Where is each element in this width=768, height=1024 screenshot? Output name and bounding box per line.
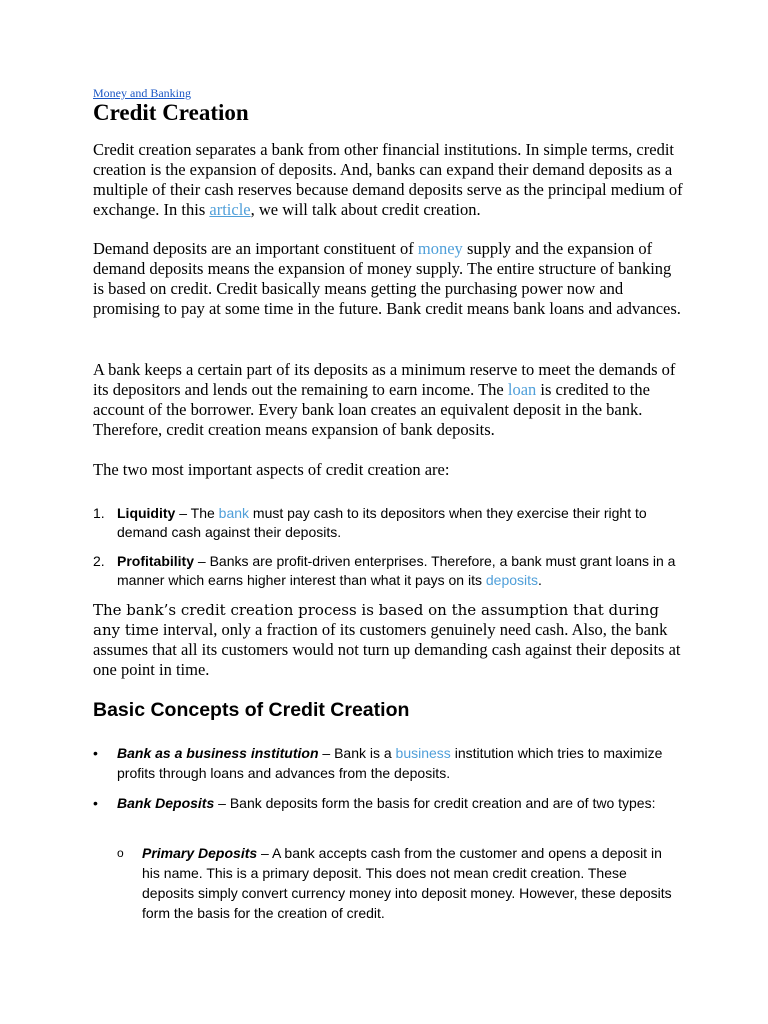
breadcrumb-link[interactable]: Money and Banking [93, 86, 191, 100]
deposits-link[interactable]: deposits [485, 572, 539, 588]
paragraph-text: Demand deposits are an important constituent of [93, 239, 418, 258]
list-item [93, 793, 683, 813]
list-number: 2. [93, 553, 105, 569]
paragraph-text: is credited to the account of the borrower. Every bank loan creates an equivalent deposit in the bank. Therefore, credit creation means expansion of bank deposits. [93, 380, 650, 439]
paragraph-text: Credit creation separates a bank from other financial institutions. In simple terms, credit creation is the expansion of deposits. And, banks can expand their demand deposits as a multiple of their cash reserves because demand deposits serve as the principal medium of exchange. In this [93, 140, 683, 219]
circle-bullet-icon: o [117, 846, 124, 860]
money-link[interactable]: money [417, 239, 463, 258]
aspect-text: . [538, 572, 542, 588]
paragraph-text: interval, only a fraction of its customers genuinely need cash. Also, the bank assumes that all its customers would not turn up demanding cash against their deposits at one point in time. [93, 620, 681, 679]
concept-text: – Bank deposits form the basis for credit creation and are of two types: [214, 795, 656, 811]
page-title: Credit Creation [93, 100, 249, 125]
aspect-term: Profitability [117, 553, 195, 569]
aspect-term: Liquidity [117, 505, 176, 521]
aspect-text: – Banks are profit-driven enterprises. Therefore, a bank must grant loans in a manner which earns higher interest than what it pays on its [117, 553, 676, 588]
paragraph-text: A bank keeps a certain part of its deposits as a minimum reserve to meet the demands of its depositors and lends out the remaining to earn income. The [93, 360, 676, 399]
paragraph-demand-deposits [93, 239, 683, 319]
aspect-text: must pay cash to its depositors when they exercise their right to demand cash against their deposits. [117, 505, 647, 540]
concept-term: Bank Deposits [117, 795, 215, 811]
paragraph-text: , we will talk about credit creation. [250, 200, 481, 219]
concept-text: – A bank accepts cash from the customer and opens a deposit in his name. This is a primary deposit. This does not mean credit creation. These deposits simply convert currency money into deposit money. However, these deposits form the basis for the creation of credit. [142, 845, 672, 921]
paragraph-reserve [93, 360, 683, 440]
list-number: 1. [93, 505, 105, 521]
aspect-text: – The [175, 505, 219, 521]
concept-text: institution which tries to maximize profits through loans and advances from the deposits. [117, 745, 663, 781]
concept-text: – Bank is a [318, 745, 396, 761]
concept-item-business [93, 743, 683, 783]
list-item [93, 743, 683, 783]
list-item [93, 552, 683, 590]
sub-concept-primary-deposits [117, 843, 677, 923]
loan-link[interactable]: loan [507, 380, 537, 399]
paragraph-assumption [93, 600, 683, 680]
paragraph-text: The bank’s credit creation process is based on the assumption that during any time [93, 601, 659, 639]
bullet-icon: • [93, 795, 98, 811]
concept-term: Bank as a business institution [117, 745, 319, 761]
paragraph-aspects-intro: The two most important aspects of credit creation are: [93, 460, 450, 479]
aspects-list-item-2 [93, 552, 683, 590]
article-link[interactable]: article [209, 200, 251, 219]
section-heading: Basic Concepts of Credit Creation [93, 699, 410, 721]
aspects-list-item-1 [93, 504, 683, 542]
bank-link[interactable]: bank [218, 505, 250, 521]
business-link[interactable]: business [395, 745, 451, 761]
concept-item-deposits [93, 793, 683, 813]
bullet-icon: • [93, 745, 98, 761]
concept-term: Primary Deposits [142, 845, 258, 861]
paragraph-intro [93, 140, 683, 220]
list-item [117, 843, 677, 923]
paragraph-text: supply and the expansion of demand deposits means the expansion of money supply. The entire structure of banking is based on credit. Credit basically means getting the purchasing power now and promising to pay at some time in the future. Bank credit means bank loans and advances. [93, 239, 681, 318]
list-item [93, 504, 683, 542]
